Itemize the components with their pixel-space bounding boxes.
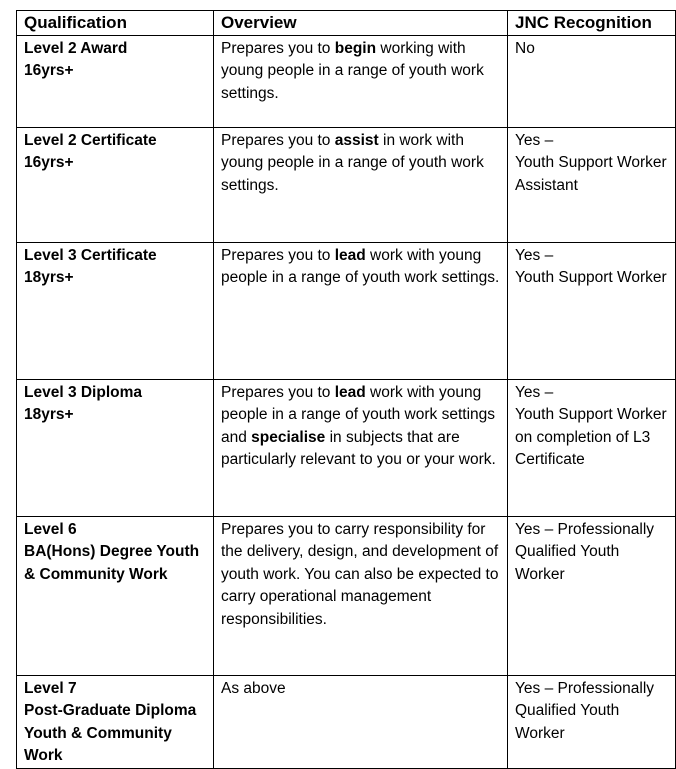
qualification-level: Level 3 Diploma xyxy=(24,384,143,401)
qualification-age: 18yrs+ xyxy=(24,406,74,424)
qualification-cell xyxy=(17,243,214,380)
qualification-age: 18yrs+ xyxy=(24,269,74,287)
jnc-cell xyxy=(508,380,676,517)
header-qualification: Qualification xyxy=(17,11,214,36)
table-row xyxy=(17,128,676,243)
overview-emphasis: begin xyxy=(334,40,377,57)
qualification-level: Level 2 Certificate xyxy=(24,132,157,149)
overview-emphasis: assist xyxy=(334,132,379,149)
table-row xyxy=(17,243,676,380)
header-jnc-recognition: JNC Recognition xyxy=(508,11,676,36)
header-row xyxy=(17,11,676,36)
qualification-cell xyxy=(17,517,214,676)
qualification-cell xyxy=(17,36,214,128)
qualification-title: BA(Hons) Degree Youth & Community Work xyxy=(24,543,200,583)
table-row xyxy=(17,380,676,517)
jnc-role: Youth Support Worker xyxy=(515,269,667,287)
qualification-level: Level 3 Certificate xyxy=(24,247,157,264)
overview-emphasis: lead xyxy=(334,247,366,264)
jnc-status: Yes – xyxy=(515,247,554,264)
jnc-status: No xyxy=(515,40,535,57)
qualification-title: Post-Graduate Diploma Youth & Community Work xyxy=(24,702,197,765)
overview-cell: Prepares you to lead work with young people in a range of youth work settings. xyxy=(214,243,508,380)
qualification-level: Level 7 xyxy=(24,680,77,697)
jnc-cell xyxy=(508,128,676,243)
jnc-role: Youth Support Worker on completion of L3 Certificate xyxy=(515,406,667,469)
overview-cell: As above xyxy=(214,676,508,769)
qualifications-table xyxy=(16,10,676,769)
overview-cell: Prepares you to assist in work with young people in a range of youth work settings. xyxy=(214,128,508,243)
qualification-age: 16yrs+ xyxy=(24,62,74,80)
qualification-level: Level 6 xyxy=(24,521,77,538)
qualification-age: 16yrs+ xyxy=(24,154,74,172)
overview-cell: Prepares you to begin working with young people in a range of youth work settings. xyxy=(214,36,508,128)
overview-emphasis: lead xyxy=(334,384,366,401)
table-row xyxy=(17,517,676,676)
overview-cell: Prepares you to carry responsibility for the delivery, design, and development of youth work. You can also be expected to carry operational management responsibilities. xyxy=(214,517,508,676)
table-row xyxy=(17,36,676,128)
jnc-cell xyxy=(508,243,676,380)
table-row xyxy=(17,676,676,769)
qualification-cell xyxy=(17,128,214,243)
overview-cell: Prepares you to lead work with young people in a range of youth work settings and specialise in subjects that are particularly relevant to you or your work. xyxy=(214,380,508,517)
jnc-role: Youth Support Worker Assistant xyxy=(515,154,667,194)
jnc-status: Yes – Professionally Qualified Youth Worker xyxy=(515,680,655,742)
header-overview: Overview xyxy=(214,11,508,36)
overview-emphasis: specialise xyxy=(251,428,326,446)
qualification-cell xyxy=(17,380,214,517)
jnc-cell xyxy=(508,36,676,128)
jnc-status: Yes – xyxy=(515,384,554,401)
jnc-status: Yes – Professionally Qualified Youth Worker xyxy=(515,521,655,583)
jnc-status: Yes – xyxy=(515,132,554,149)
jnc-cell xyxy=(508,517,676,676)
qualification-cell xyxy=(17,676,214,769)
jnc-cell xyxy=(508,676,676,769)
qualification-level: Level 2 Award xyxy=(24,40,128,57)
